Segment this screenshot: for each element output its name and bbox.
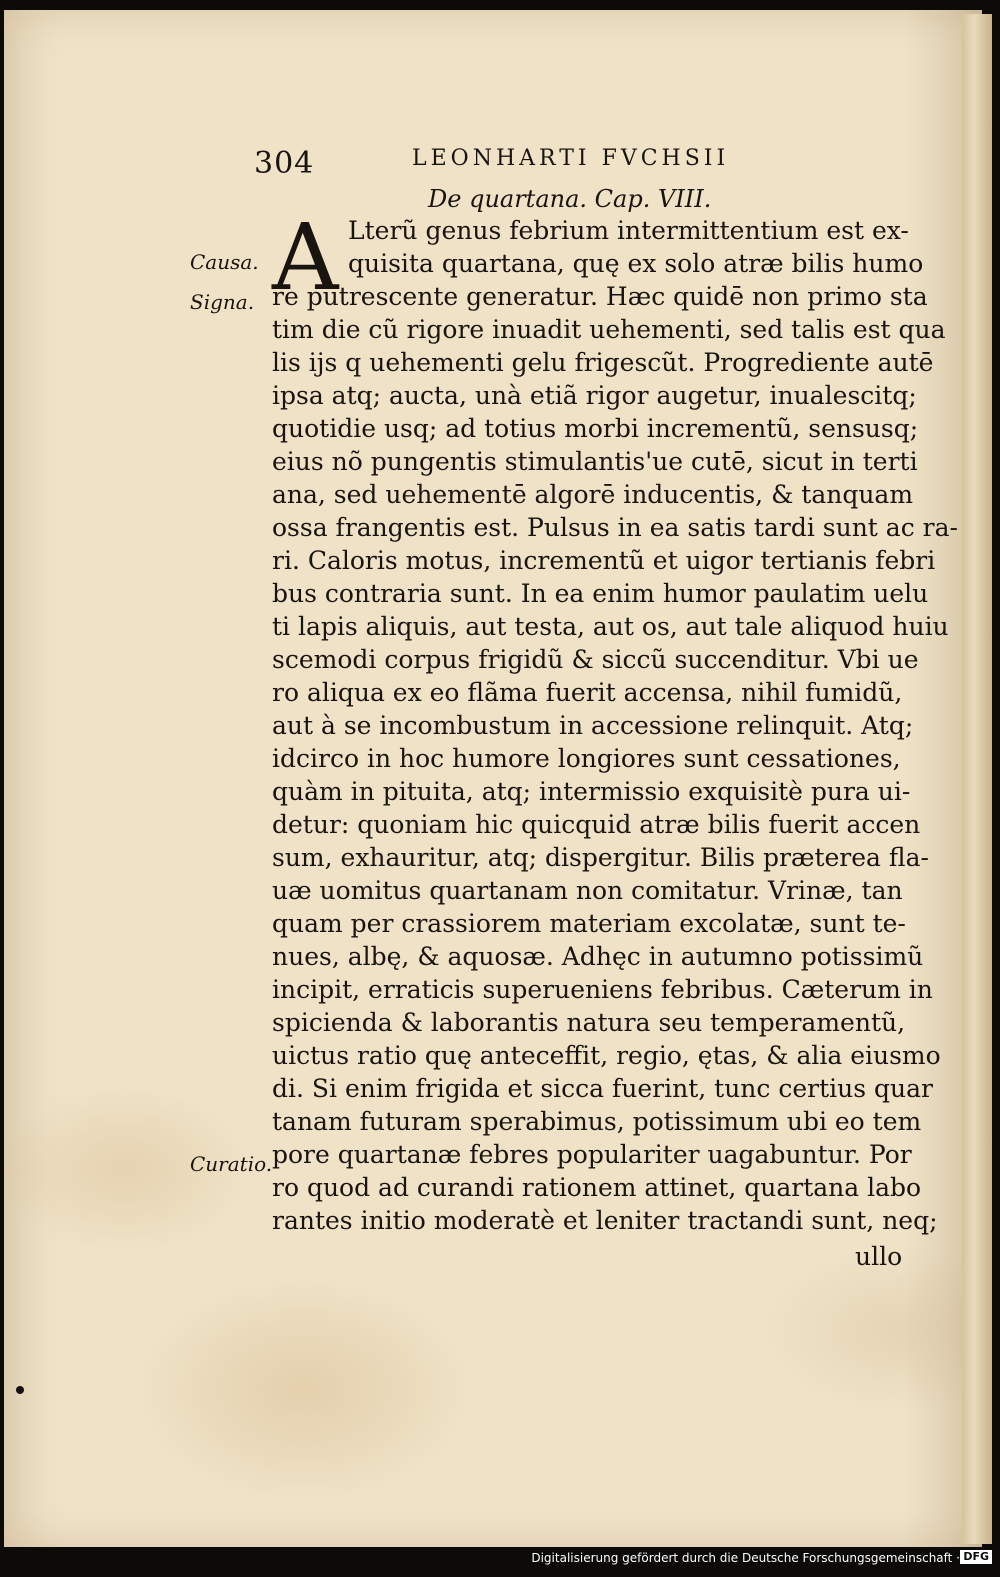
running-head	[250, 138, 910, 181]
text-line: eius nõ pungentis stimulantis'ue cutē, sicut in terti	[272, 447, 918, 476]
text-line: uictus ratio quę anteceffit, regio, ętas, & alia eiusmo	[272, 1041, 941, 1070]
running-head-title: LEONHARTI FVCHSII	[412, 146, 730, 171]
marginal-note-curatio: Curatio.	[190, 1152, 273, 1176]
page-number: 304	[254, 146, 315, 181]
text-line: ti lapis aliquis, aut testa, aut os, aut tale aliquod huiu	[272, 612, 949, 641]
text-line: tim die cũ rigore inuadit uehementi, sed talis est qua	[272, 315, 946, 344]
text-line: ossa frangentis est. Pulsus in ea satis tardi sunt ac ra-	[272, 513, 958, 542]
text-line: di. Si enim frigida et sicca fuerint, tunc certius quar	[272, 1074, 933, 1103]
marginal-note-signa: Signa.	[190, 290, 255, 314]
text-line: quàm in pituita, atq; intermissio exquisitè pura ui-	[272, 777, 911, 806]
chapter-title: De quartana. Cap. VIII.	[428, 185, 712, 213]
text-line: Lterũ genus febrium intermittentium est ex-	[348, 216, 909, 245]
text-line: pore quartanæ febres populariter uagabuntur. Por	[272, 1140, 912, 1169]
text-line: scemodi corpus frigidũ & siccũ succenditur. Vbi ue	[272, 645, 919, 674]
text-line: re putrescente generatur. Hæc quidē non primo sta	[272, 282, 928, 311]
catchword: ullo	[855, 1242, 903, 1271]
ink-mark	[16, 1386, 24, 1394]
drop-cap: A	[272, 204, 339, 311]
text-line: lis ijs q uehementi gelu frigescũt. Progrediente autē	[272, 348, 934, 377]
text-line: uæ uomitus quartanam non comitatur. Vrinæ, tan	[272, 876, 903, 905]
text-line: sum, exhauritur, atq; dispergitur. Bilis præterea fla-	[272, 843, 929, 872]
text-line: idcirco in hoc humore longiores sunt cessationes,	[272, 744, 901, 773]
text-line: quam per crassiorem materiam excolatæ, sunt te-	[272, 909, 906, 938]
text-line: ana, sed uehementē algorē inducentis, & tanquam	[272, 480, 914, 509]
text-line: tanam futuram sperabimus, potissimum ubi eo tem	[272, 1107, 922, 1136]
text-line: quisita quartana, quę ex solo atræ bilis humo	[348, 249, 924, 278]
text-line: ri. Caloris motus, incrementũ et uigor tertianis febri	[272, 546, 936, 575]
text-line: aut à se incombustum in accessione relinquit. Atq;	[272, 711, 914, 740]
text-line: quotidie usq; ad totius morbi incrementũ, sensusq;	[272, 414, 919, 443]
text-line: detur: quoniam hic quicquid atræ bilis fuerit accen	[272, 810, 921, 839]
text-line: ro aliqua ex eo flãma fuerit accensa, nihil fumidũ,	[272, 678, 903, 707]
dfg-logo-icon: DFG	[960, 1550, 992, 1564]
footer-credit: Digitalisierung gefördert durch die Deutsche Forschungsgemeinschaft ·	[531, 1551, 960, 1565]
text-line: spicienda & laborantis natura seu temperamentũ,	[272, 1008, 906, 1037]
text-line: ipsa atq; aucta, unà etiã rigor augetur, inualescitq;	[272, 381, 917, 410]
text-line: bus contraria sunt. In ea enim humor paulatim uelu	[272, 579, 929, 608]
marginal-note-causa: Causa.	[190, 250, 259, 274]
text-line: rantes initio moderatè et leniter tractandi sunt, neq;	[272, 1206, 938, 1235]
text-line: ro quod ad curandi rationem attinet, quartana labo	[272, 1173, 922, 1202]
text-line: incipit, erraticis superueniens febribus. Cæterum in	[272, 975, 933, 1004]
text-line: nues, albę, & aquosæ. Adhęc in autumno potissimũ	[272, 942, 924, 971]
page-edge	[962, 14, 992, 1544]
